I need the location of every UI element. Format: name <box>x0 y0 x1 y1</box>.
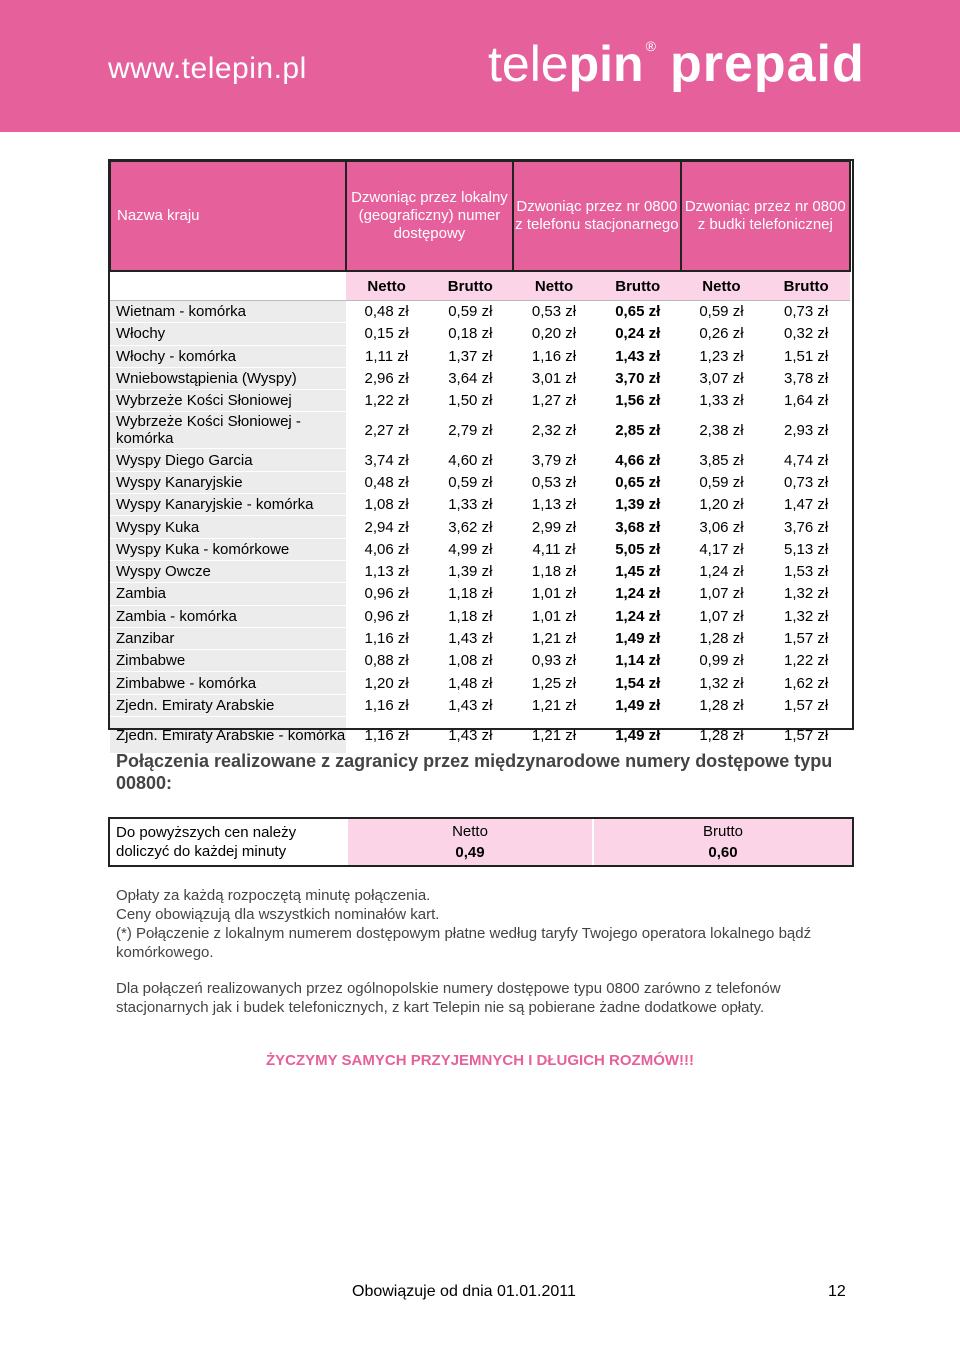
country-name: Zambia <box>110 583 346 605</box>
subheader-empty <box>110 271 346 301</box>
price-cell: 0,59 zł <box>427 471 513 493</box>
price-cell: 0,26 zł <box>681 323 763 345</box>
price-cell: 0,65 zł <box>595 301 681 323</box>
price-cell: 1,20 zł <box>681 494 763 516</box>
price-cell: 4,17 zł <box>681 538 763 560</box>
page-number: 12 <box>828 1283 846 1300</box>
price-cell: 0,53 zł <box>513 301 595 323</box>
table-row <box>110 672 850 694</box>
price-cell: 2,27 zł <box>346 412 428 449</box>
price-cell: 0,73 zł <box>762 471 850 493</box>
price-cell: 0,96 zł <box>346 583 428 605</box>
price-cell: 1,54 zł <box>595 672 681 694</box>
price-cell: 0,32 zł <box>762 323 850 345</box>
table-row <box>110 494 850 516</box>
price-cell: 1,22 zł <box>346 390 428 412</box>
fee-label-line2: doliczyć do każdej minuty <box>116 843 287 860</box>
header-0800-booth: Dzwoniąc przez nr 0800 z budki telefonicznej <box>681 161 850 271</box>
price-cell: 1,24 zł <box>681 560 763 582</box>
price-cell: 1,16 zł <box>346 627 428 649</box>
table-row <box>110 323 850 345</box>
subheader-brutto: Brutto <box>595 271 681 301</box>
price-cell: 4,06 zł <box>346 538 428 560</box>
table-row <box>110 717 850 754</box>
price-cell: 0,96 zł <box>346 605 428 627</box>
price-cell: 0,48 zł <box>346 471 428 493</box>
country-name: Wyspy Kanaryjskie <box>110 471 346 493</box>
header-local-number: Dzwoniąc przez lokalny (geograficzny) numer dostępowy <box>346 161 513 271</box>
rate-rows <box>110 301 850 754</box>
price-cell: 1,33 zł <box>681 390 763 412</box>
price-cell: 3,76 zł <box>762 516 850 538</box>
price-cell: 1,08 zł <box>427 650 513 672</box>
price-cell: 1,57 zł <box>762 694 850 716</box>
price-cell: 3,78 zł <box>762 367 850 389</box>
country-name: Zjedn. Emiraty Arabskie - komórka <box>110 717 346 754</box>
price-cell: 1,28 zł <box>681 694 763 716</box>
price-cell: 1,39 zł <box>427 560 513 582</box>
price-cell: 3,74 zł <box>346 449 428 471</box>
price-cell: 1,23 zł <box>681 345 763 367</box>
price-cell: 4,99 zł <box>427 538 513 560</box>
price-cell: 1,11 zł <box>346 345 428 367</box>
logo-registered-mark: ® <box>645 38 656 54</box>
price-cell: 3,64 zł <box>427 367 513 389</box>
price-cell: 1,56 zł <box>595 390 681 412</box>
country-name: Zimbabwe - komórka <box>110 672 346 694</box>
table-row <box>110 650 850 672</box>
price-cell: 1,49 zł <box>595 627 681 649</box>
table-row <box>110 449 850 471</box>
header-0800-fixed: Dzwoniąc przez nr 0800 z telefonu stacjonarnego <box>513 161 680 271</box>
country-name: Wybrzeże Kości Słoniowej <box>110 390 346 412</box>
fee-netto-value: 0,49 <box>455 844 485 861</box>
price-cell: 1,57 zł <box>762 627 850 649</box>
price-cell: 1,18 zł <box>427 605 513 627</box>
price-cell: 2,79 zł <box>427 412 513 449</box>
price-cell: 0,15 zł <box>346 323 428 345</box>
fee-brutto-value: 0,60 <box>708 844 738 861</box>
price-cell: 1,32 zł <box>681 672 763 694</box>
price-cell: 1,25 zł <box>513 672 595 694</box>
price-cell: 1,32 zł <box>762 605 850 627</box>
price-cell: 1,24 zł <box>595 605 681 627</box>
note-line3: (*) Połączenie z lokalnym numerem dostępowym płatne według taryfy Twojego operatora lokalnego bądź komórkowego. <box>116 925 812 961</box>
price-cell: 4,60 zł <box>427 449 513 471</box>
price-cell: 3,01 zł <box>513 367 595 389</box>
country-name: Zambia - komórka <box>110 605 346 627</box>
price-cell: 3,62 zł <box>427 516 513 538</box>
price-cell: 0,59 zł <box>681 471 763 493</box>
fee-label <box>116 823 296 861</box>
price-cell: 1,50 zł <box>427 390 513 412</box>
price-cell: 1,39 zł <box>595 494 681 516</box>
price-cell: 2,99 zł <box>513 516 595 538</box>
price-cell: 0,18 zł <box>427 323 513 345</box>
price-cell: 0,59 zł <box>681 301 763 323</box>
price-cell: 1,16 zł <box>346 717 428 754</box>
price-cell: 0,24 zł <box>595 323 681 345</box>
header-country: Nazwa kraju <box>110 161 346 271</box>
wish-text: ŻYCZYMY SAMYCH PRZYJEMNYCH I DŁUGICH ROZMÓW!!! <box>265 1052 695 1069</box>
price-cell: 3,07 zł <box>681 367 763 389</box>
country-name: Zjedn. Emiraty Arabskie <box>110 694 346 716</box>
price-cell: 1,43 zł <box>427 694 513 716</box>
country-name: Włochy <box>110 323 346 345</box>
price-cell: 1,13 zł <box>346 560 428 582</box>
price-cell: 1,32 zł <box>762 583 850 605</box>
price-cell: 3,68 zł <box>595 516 681 538</box>
note-line1: Opłaty za każdą rozpoczętą minutę połączenia. <box>116 887 431 904</box>
price-cell: 1,57 zł <box>762 717 850 754</box>
price-cell: 1,01 zł <box>513 583 595 605</box>
price-cell: 1,08 zł <box>346 494 428 516</box>
price-cell: 1,49 zł <box>595 694 681 716</box>
table-row <box>110 605 850 627</box>
price-cell: 1,37 zł <box>427 345 513 367</box>
price-cell: 1,64 zł <box>762 390 850 412</box>
subheader-netto: Netto <box>681 271 763 301</box>
price-cell: 3,06 zł <box>681 516 763 538</box>
note-line2: Ceny obowiązują dla wszystkich nominałów kart. <box>116 906 440 923</box>
price-cell: 0,73 zł <box>762 301 850 323</box>
price-cell: 1,24 zł <box>595 583 681 605</box>
price-cell: 1,21 zł <box>513 717 595 754</box>
price-cell: 1,27 zł <box>513 390 595 412</box>
price-cell: 1,49 zł <box>595 717 681 754</box>
price-cell: 1,43 zł <box>427 627 513 649</box>
price-cell: 1,16 zł <box>513 345 595 367</box>
table-row <box>110 538 850 560</box>
price-cell: 1,47 zł <box>762 494 850 516</box>
country-name: Wyspy Kuka - komórkowe <box>110 538 346 560</box>
logo-pin: pin <box>568 36 644 92</box>
site-url: www.telepin.pl <box>108 52 307 85</box>
abroad-title: Połączenia realizowane z zagranicy przez międzynarodowe numery dostępowe typu 00800: <box>116 751 833 793</box>
price-cell: 4,66 zł <box>595 449 681 471</box>
country-name: Zimbabwe <box>110 650 346 672</box>
price-cell: 1,07 zł <box>681 605 763 627</box>
price-cell: 1,33 zł <box>427 494 513 516</box>
country-name: Włochy - komórka <box>110 345 346 367</box>
price-cell: 1,28 zł <box>681 627 763 649</box>
price-cell: 4,74 zł <box>762 449 850 471</box>
price-cell: 0,93 zł <box>513 650 595 672</box>
price-cell: 1,13 zł <box>513 494 595 516</box>
country-name: Wyspy Kanaryjskie - komórka <box>110 494 346 516</box>
country-name: Wniebowstąpienia (Wyspy) <box>110 367 346 389</box>
fee-box <box>108 817 854 867</box>
subheader-brutto: Brutto <box>762 271 850 301</box>
table-row <box>110 471 850 493</box>
price-cell: 2,93 zł <box>762 412 850 449</box>
table-subheader-row <box>110 271 850 301</box>
note-paragraph: Dla połączeń realizowanych przez ogólnopolskie numery dostępowe typu 0800 zarówno z telefonów stacjonarnych jak i budek telefonicznych, z kart Telepin nie są pobierane żadne dodatkowe opłaty. <box>116 980 781 1016</box>
table-row <box>110 560 850 582</box>
table-row <box>110 345 850 367</box>
price-cell: 1,48 zł <box>427 672 513 694</box>
fee-brutto-label: Brutto <box>702 823 744 840</box>
price-cell: 0,88 zł <box>346 650 428 672</box>
table-row <box>110 367 850 389</box>
logo-tele: tele <box>488 36 569 92</box>
price-cell: 0,48 zł <box>346 301 428 323</box>
price-cell: 1,22 zł <box>762 650 850 672</box>
price-cell: 2,38 zł <box>681 412 763 449</box>
fee-netto-cell <box>348 819 592 865</box>
country-name: Wybrzeże Kości Słoniowej - komórka <box>110 412 346 449</box>
fee-brutto-cell <box>594 819 852 865</box>
table-row <box>110 583 850 605</box>
price-cell: 1,14 zł <box>595 650 681 672</box>
price-cell: 1,18 zł <box>427 583 513 605</box>
table-row <box>110 627 850 649</box>
price-cell: 4,11 zł <box>513 538 595 560</box>
price-cell: 3,85 zł <box>681 449 763 471</box>
rates-table <box>109 160 851 754</box>
price-cell: 1,07 zł <box>681 583 763 605</box>
subheader-netto: Netto <box>513 271 595 301</box>
price-cell: 2,32 zł <box>513 412 595 449</box>
price-cell: 2,85 zł <box>595 412 681 449</box>
price-cell: 1,28 zł <box>681 717 763 754</box>
price-cell: 1,45 zł <box>595 560 681 582</box>
header-banner <box>0 0 960 132</box>
price-cell: 3,79 zł <box>513 449 595 471</box>
price-cell: 1,43 zł <box>595 345 681 367</box>
price-cell: 0,65 zł <box>595 471 681 493</box>
price-cell: 5,05 zł <box>595 538 681 560</box>
table-row <box>110 301 850 323</box>
country-name: Zanzibar <box>110 627 346 649</box>
fee-label-line1: Do powyższych cen należy <box>116 824 297 841</box>
telepin-prepaid-logo <box>488 34 865 94</box>
footer-valid-from: Obowiązuje od dnia 01.01.2011 <box>352 1283 576 1300</box>
price-cell: 1,51 zł <box>762 345 850 367</box>
fee-netto-label: Netto <box>452 823 488 840</box>
price-cell: 1,53 zł <box>762 560 850 582</box>
price-cell: 0,59 zł <box>427 301 513 323</box>
subheader-brutto: Brutto <box>427 271 513 301</box>
price-cell: 1,21 zł <box>513 627 595 649</box>
country-name: Wyspy Kuka <box>110 516 346 538</box>
price-cell: 0,20 zł <box>513 323 595 345</box>
price-cell: 1,16 zł <box>346 694 428 716</box>
price-cell: 1,20 zł <box>346 672 428 694</box>
price-cell: 1,43 zł <box>427 717 513 754</box>
subheader-netto: Netto <box>346 271 428 301</box>
price-cell: 0,53 zł <box>513 471 595 493</box>
table-row <box>110 390 850 412</box>
price-cell: 1,18 zł <box>513 560 595 582</box>
country-name: Wietnam - komórka <box>110 301 346 323</box>
price-cell: 1,62 zł <box>762 672 850 694</box>
price-cell: 1,21 zł <box>513 694 595 716</box>
table-header-row <box>110 161 850 271</box>
price-cell: 2,96 zł <box>346 367 428 389</box>
table-row <box>110 412 850 449</box>
table-row <box>110 694 850 716</box>
country-name: Wyspy Diego Garcia <box>110 449 346 471</box>
logo-prepaid: prepaid <box>669 35 865 93</box>
price-cell: 0,99 zł <box>681 650 763 672</box>
price-cell: 5,13 zł <box>762 538 850 560</box>
table-row <box>110 516 850 538</box>
price-cell: 1,01 zł <box>513 605 595 627</box>
country-name: Wyspy Owcze <box>110 560 346 582</box>
price-cell: 2,94 zł <box>346 516 428 538</box>
price-cell: 3,70 zł <box>595 367 681 389</box>
